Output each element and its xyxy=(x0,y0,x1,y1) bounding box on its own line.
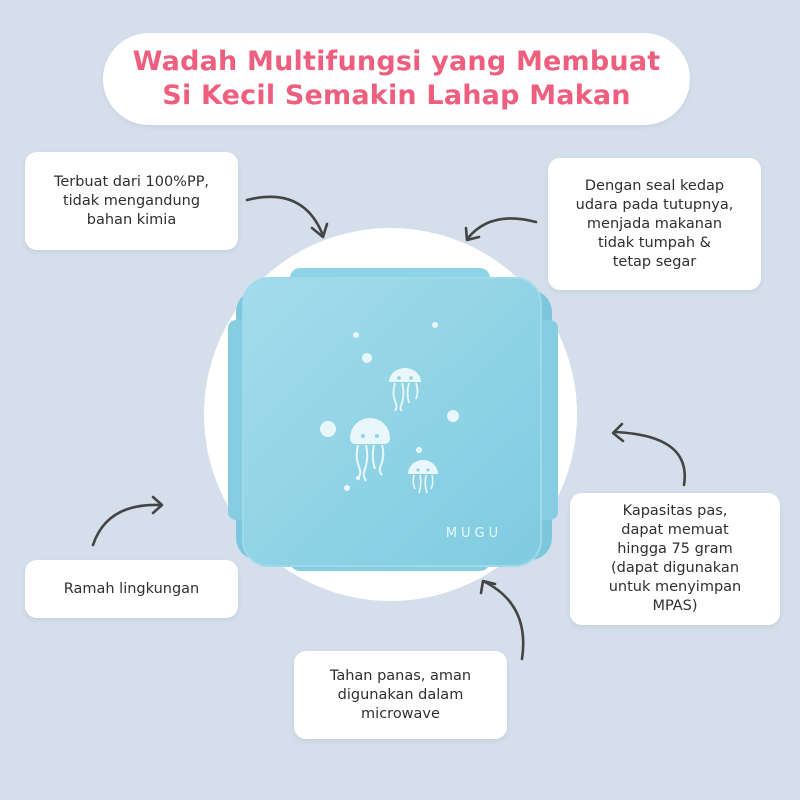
curved-arrow-icon xyxy=(93,497,162,545)
curved-arrow-icon xyxy=(247,197,327,237)
title-line-1: Wadah Multifungsi yang Membuat xyxy=(132,46,661,77)
title-line-2: Si Kecil Semakin Lahap Makan xyxy=(162,80,631,111)
feature-text-heat: Tahan panas, aman digunakan dalam microwave xyxy=(329,667,472,722)
feature-text-material: Terbuat dari 100%PP, tidak mengandung bahan kimia xyxy=(53,173,210,228)
feature-text-eco: Ramah lingkungan xyxy=(63,580,200,597)
curved-arrow-icon xyxy=(613,424,685,485)
feature-text-capacity: Kapasitas pas, dapat memuat hingga 75 gram (dapat digunakan untuk menyimpan MPAS) xyxy=(608,503,742,614)
brand-logo: MUGU xyxy=(445,526,503,541)
curved-arrow-icon xyxy=(481,581,523,659)
feature-text-seal: Dengan seal kedap udara pada tutupnya, menjada makanan tidak tumpah & tetap segar xyxy=(575,177,734,270)
curved-arrow-icon xyxy=(466,218,536,240)
